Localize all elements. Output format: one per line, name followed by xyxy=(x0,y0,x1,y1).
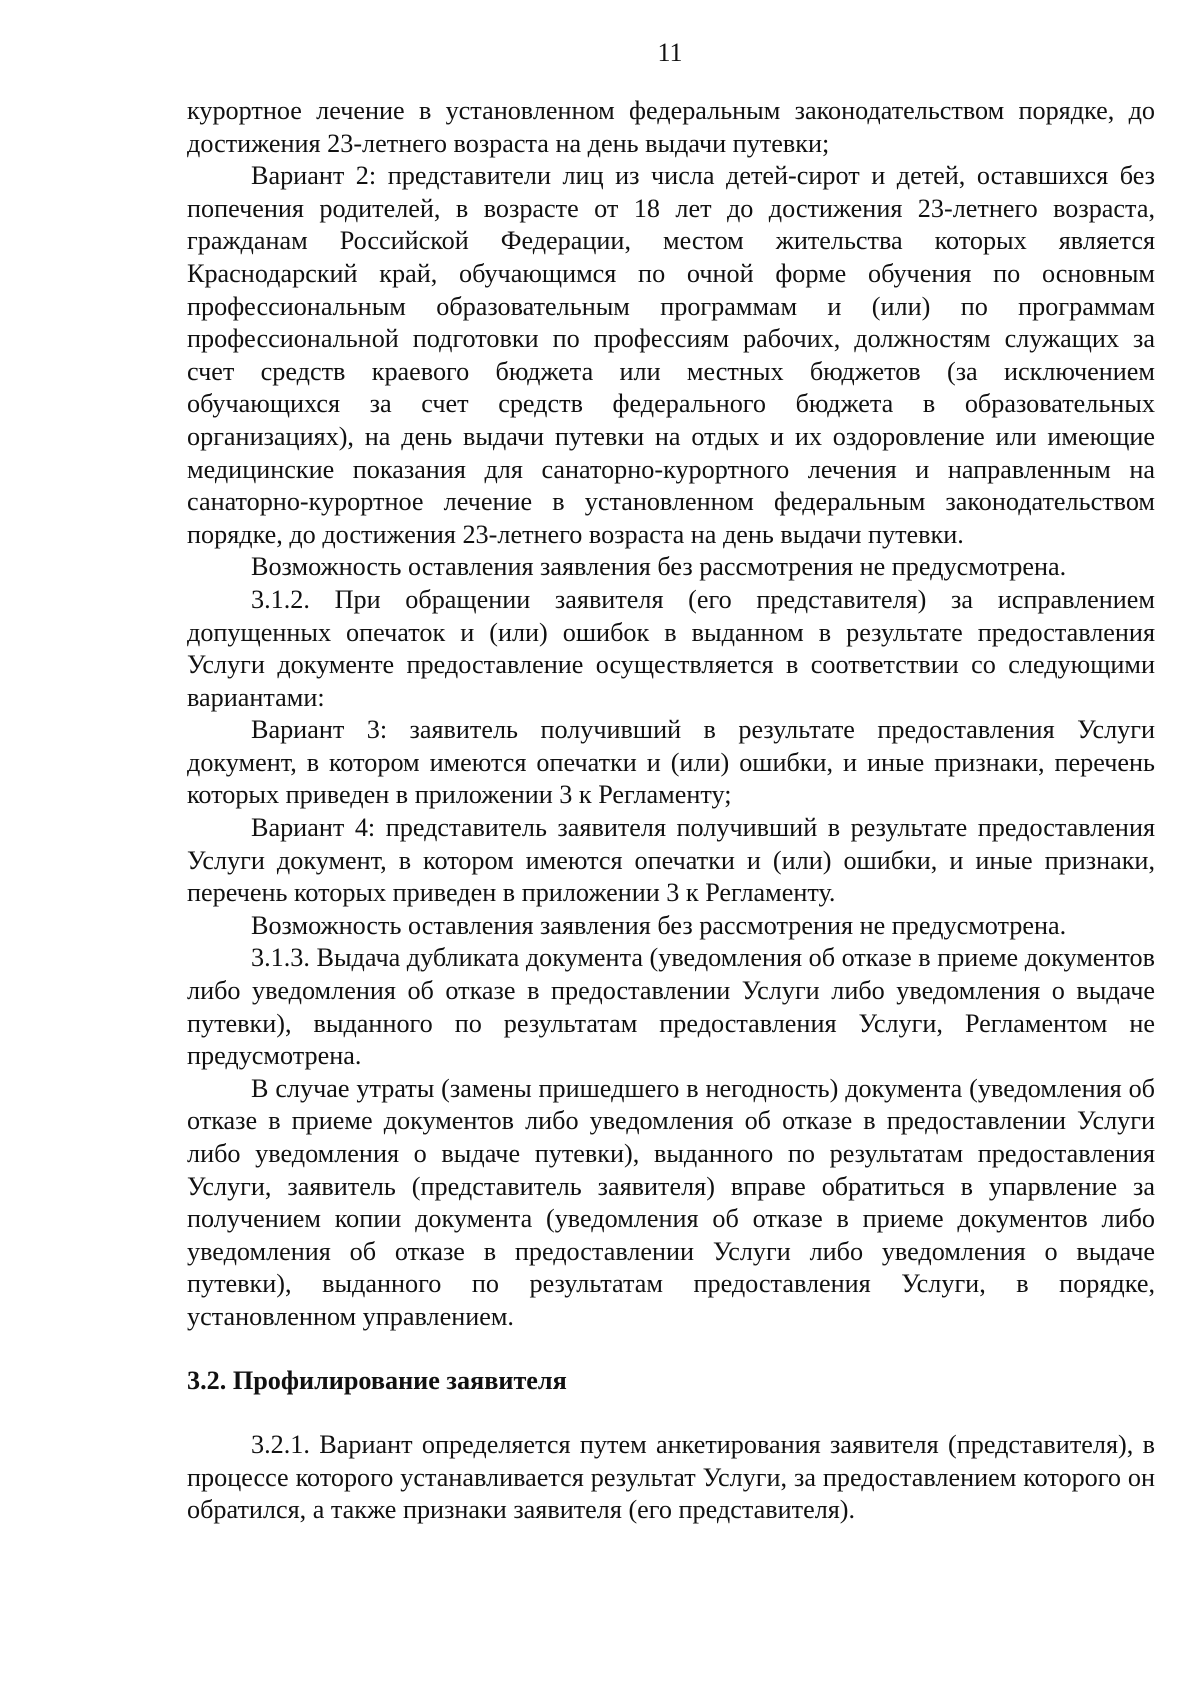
section-heading: 3.2. Профилирование заявителя xyxy=(187,1365,567,1395)
paragraph-variant-2: Вариант 2: представители лиц из числа детей-сирот и детей, оставшихся без попечения родителей, в возрасте от 18 лет до достижения 23-летнего возраста, гражданам Российской Федерации, местом жительства которых является Краснодарский край, обучающимся по очной форме обучения по основным профессиональным образовательным программам и (или) по программам профессиональной подготовки по профессиям рабочих, должностям служащих за счет средств краевого бюджета или местных бюджетов (за исключением обучающихся за счет средств федерального бюджета в образовательных организациях), на день выдачи путевки на отдых и их оздоровление или имеющие медицинские показания для санаторно-курортного лечения и направленным на санаторно-курортное лечение в установленном федеральным законодательством порядке, до достижения 23-летнего возраста на день выдачи путевки. xyxy=(187,161,1155,549)
paragraph-3-2-1: 3.2.1. Вариант определяется путем анкетирования заявителя (представителя), в процессе которого устанавливается результат Услуги, за предоставлением которого он обратился, а также признаки заявителя (его представителя). xyxy=(187,1430,1155,1525)
paragraph-no-dismissal-1: Возможность оставления заявления без рассмотрения не предусмотрена. xyxy=(251,552,1067,582)
page-number: 11 xyxy=(657,38,683,67)
paragraph-continuation: курортное лечение в установленном федеральным законодательством порядке, до достижения 23-летнего возраста на день выдачи путевки; xyxy=(187,96,1155,158)
paragraph-loss-of-document: В случае утраты (замены пришедшего в негодность) документа (уведомления об отказе в приеме документов либо уведомления об отказе в предоставлении Услуги либо уведомления о выдаче путевки), выданного по результатам предоставления Услуги, заявитель (представитель заявителя) вправе обратиться в упарвление за получением копии документа (уведомления об отказе в приеме документов либо уведомления об отказе в предоставлении Услуги либо уведомления о выдаче путевки), выданного по результатам предоставления Услуги, в порядке, установленном управлением. xyxy=(187,1073,1155,1331)
paragraph-3-1-2: 3.1.2. При обращении заявителя (его представителя) за исправлением допущенных опечаток и (или) ошибок в выданном в результате предоставления Услуги документе предоставление осуществляется в соответствии со следующими вариантами: xyxy=(187,584,1155,712)
paragraph-variant-3: Вариант 3: заявитель получивший в результате предоставления Услуги документ, в котором имеются опечатки и (или) ошибки, и иные признаки, перечень которых приведен в приложении 3 к Регламенту; xyxy=(187,715,1155,810)
paragraph-variant-4: Вариант 4: представитель заявителя получивший в результате предоставления Услуги документ, в котором имеются опечатки и (или) ошибки, и иные признаки, перечень которых приведен в приложении 3 к Регламенту. xyxy=(187,813,1155,908)
paragraph-3-1-3: 3.1.3. Выдача дубликата документа (уведомления об отказе в приеме документов либо уведомления об отказе в предоставлении Услуги либо уведомления о выдаче путевки), выданного по результатам предоставления Услуги, Регламентом не предусмотрена. xyxy=(187,943,1155,1071)
paragraph-no-dismissal-2: Возможность оставления заявления без рассмотрения не предусмотрена. xyxy=(251,910,1067,940)
body-text xyxy=(187,95,1155,1527)
